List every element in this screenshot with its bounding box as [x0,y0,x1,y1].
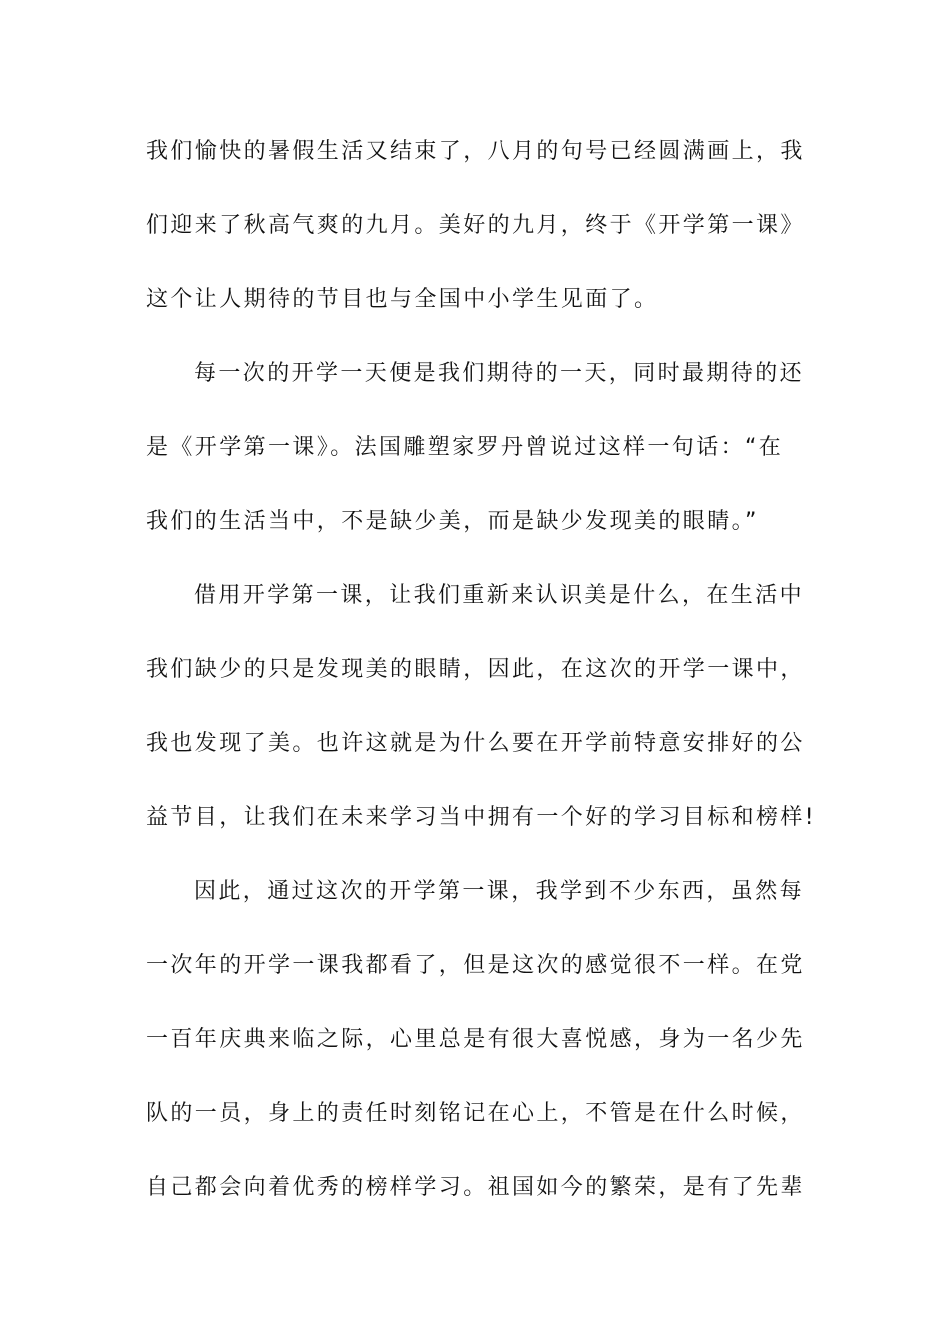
text-line: 一次年的开学一课我都看了，但是这次的感觉很不一样。在党 [146,953,805,978]
paragraph-first-line: 借用开学第一课，让我们重新来认识美是什么，在生活中 [194,583,805,608]
text-line: 我也发现了美。也许这就是为什么要在开学前特意安排好的公 [146,731,805,756]
text-line: 我们的生活当中，不是缺少美，而是缺少发现美的眼睛。” [146,509,759,534]
text-line: 一百年庆典来临之际，心里总是有很大喜悦感，身为一名少先 [146,1027,805,1052]
document-body [146,130,817,1240]
paragraph-first-line: 每一次的开学一天便是我们期待的一天，同时最期待的还 [194,361,805,386]
text-line: 队的一员，身上的责任时刻铭记在心上，不管是在什么时候， [146,1101,805,1126]
text-line: 这个让人期待的节目也与全国中小学生见面了。 [146,287,659,312]
text-line: 益节目，让我们在未来学习当中拥有一个好的学习目标和榜样! [146,805,817,830]
text-line: 们迎来了秋高气爽的九月。美好的九月，终于《开学第一课》 [146,213,805,238]
text-line: 我们缺少的只是发现美的眼睛，因此，在这次的开学一课中， [146,657,805,682]
paragraph-first-line: 因此，通过这次的开学第一课，我学到不少东西，虽然每 [194,879,805,904]
text-line: 是《开学第一课》。法国雕塑家罗丹曾说过这样一句话：“在 [146,435,784,460]
text-line: 我们愉快的暑假生活又结束了，八月的句号已经圆满画上，我 [146,139,805,164]
text-line: 自己都会向着优秀的榜样学习。祖国如今的繁荣，是有了先辈 [146,1175,805,1200]
